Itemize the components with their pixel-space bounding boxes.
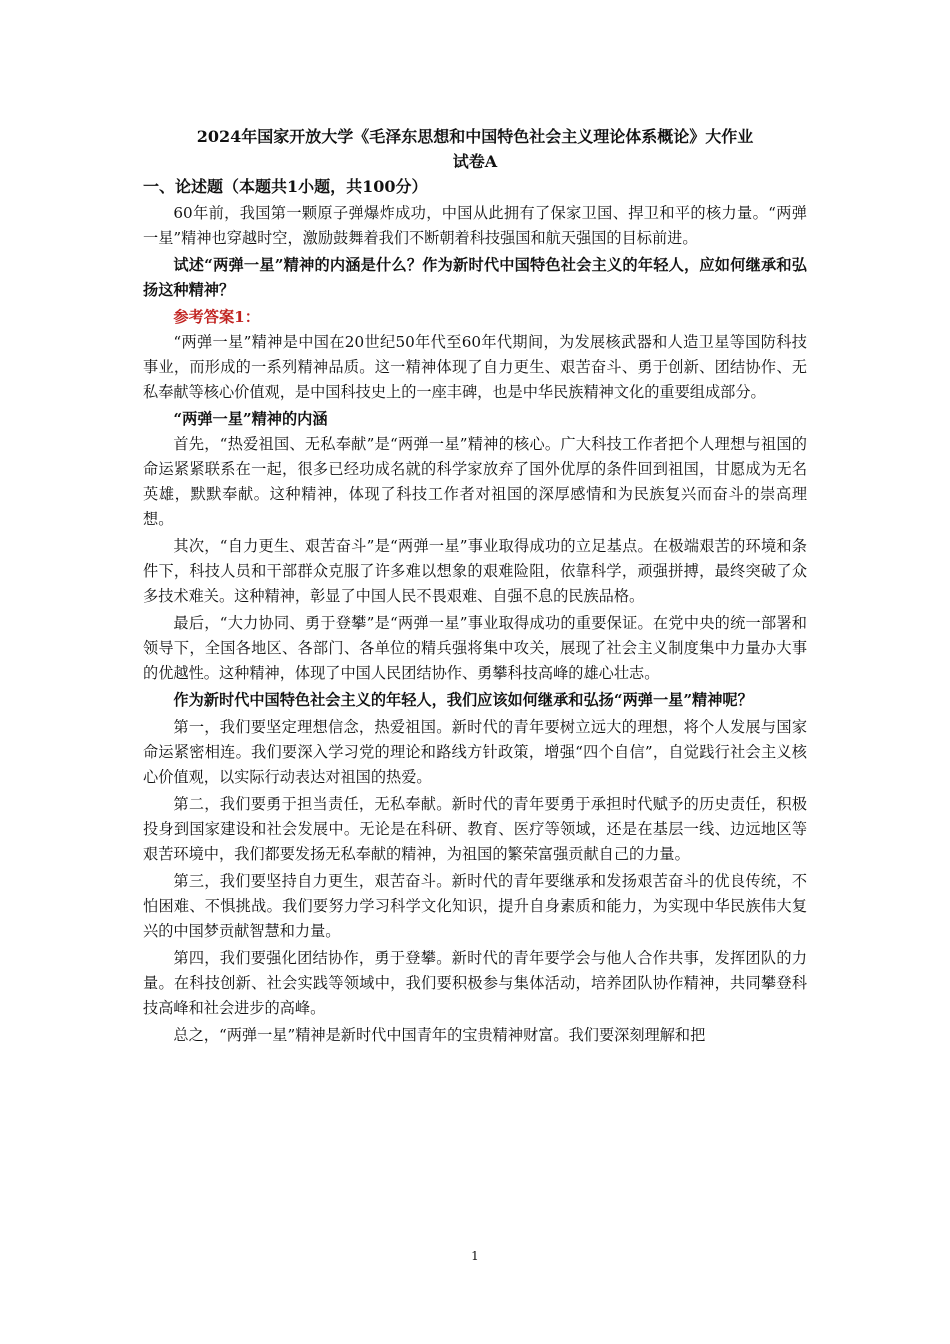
document-title: 2024年国家开放大学《毛泽东思想和中国特色社会主义理论体系概论》大作业 [196, 127, 754, 146]
connotation-paragraph: 其次，“自力更生、艰苦奋斗”是“两弹一星”事业取得成功的立足基点。在极端艰苦的环境和条件下，科技人员和干部群众克服了许多难以想象的艰难险阻，依靠科学，顽强拼搏，最终突破了众多技术难关。这种精神，彰显了中国人民不畏艰难、自强不息的民族品格。 [143, 537, 807, 605]
inherit-subheading: 作为新时代中国特色社会主义的年轻人，我们应该如何继承和弘扬“两弹一星”精神呢？ [173, 691, 753, 709]
section-heading: 一、论述题（本题共1小题，共100分） [143, 177, 428, 196]
page-number: 1 [471, 1249, 479, 1263]
inherit-paragraph: 第三，我们要坚持自力更生，艰苦奋斗。新时代的青年要继承和发扬艰苦奋斗的优良传统，不怕困难、不惧挑战。我们要努力学习科学文化知识，提升自身素质和能力，为实现中华民族伟大复兴的中国梦贡献智慧和力量。 [143, 872, 807, 940]
connotation-paragraph: 最后，“大力协同、勇于登攀”是“两弹一星”事业取得成功的重要保证。在党中央的统一部署和领导下，全国各地区、各部门、各单位的精兵强将集中攻关，展现了社会主义制度集中力量办大事的优越性。这种精神，体现了中国人民团结协作、勇攀科技高峰的雄心壮志。 [143, 614, 807, 682]
connotation-paragraph: 首先，“热爱祖国、无私奉献”是“两弹一星”精神的核心。广大科技工作者把个人理想与祖国的命运紧紧联系在一起，很多已经功成名就的科学家放弃了国外优厚的条件回到祖国，甘愿成为无名英雄，默默奉献。这种精神，体现了科技工作者对祖国的深厚感情和为民族复兴而奋斗的崇高理想。 [143, 435, 807, 528]
closing-paragraph: 总之，“两弹一星”精神是新时代中国青年的宝贵精神财富。我们要深刻理解和把 [173, 1026, 706, 1044]
inherit-paragraph: 第一，我们要坚定理想信念，热爱祖国。新时代的青年要树立远大的理想，将个人发展与国家命运紧密相连。我们要深入学习党的理论和路线方针政策，增强“四个自信”，自觉践行社会主义核心价值观，以实际行动表达对祖国的热爱。 [143, 718, 807, 786]
answer-intro-paragraph: “两弹一星”精神是中国在20世纪50年代至60年代期间，为发展核武器和人造卫星等国防科技事业，而形成的一系列精神品质。这一精神体现了自力更生、艰苦奋斗、勇于创新、团结协作、无私奉献等核心价值观，是中国科技史上的一座丰碑，也是中华民族精神文化的重要组成部分。 [143, 333, 807, 401]
intro-paragraph: 60年前，我国第一颗原子弹爆炸成功，中国从此拥有了保家卫国、捍卫和平的核力量。“两弹一星”精神也穿越时空，激励鼓舞着我们不断朝着科技强国和航天强国的目标前进。 [143, 204, 807, 247]
answer-label: 参考答案1： [173, 308, 260, 326]
connotation-subheading: “两弹一星”精神的内涵 [173, 410, 328, 428]
document-body [143, 124, 807, 1050]
question-text: 试述“两弹一星”精神的内涵是什么？作为新时代中国特色社会主义的年轻人，应如何继承和弘扬这种精神？ [143, 256, 807, 299]
inherit-paragraph: 第二，我们要勇于担当责任，无私奉献。新时代的青年要勇于承担时代赋予的历史责任，积极投身到国家建设和社会发展中。无论是在科研、教育、医疗等领域，还是在基层一线、边远地区等艰苦环境中，我们都要发扬无私奉献的精神，为祖国的繁荣富强贡献自己的力量。 [143, 795, 807, 863]
inherit-paragraph: 第四，我们要强化团结协作，勇于登攀。新时代的青年要学会与他人合作共事，发挥团队的力量。在科技创新、社会实践等领域中，我们要积极参与集体活动，培养团队协作精神，共同攀登科技高峰和社会进步的高峰。 [143, 949, 807, 1017]
document-subtitle: 试卷A [452, 152, 498, 171]
